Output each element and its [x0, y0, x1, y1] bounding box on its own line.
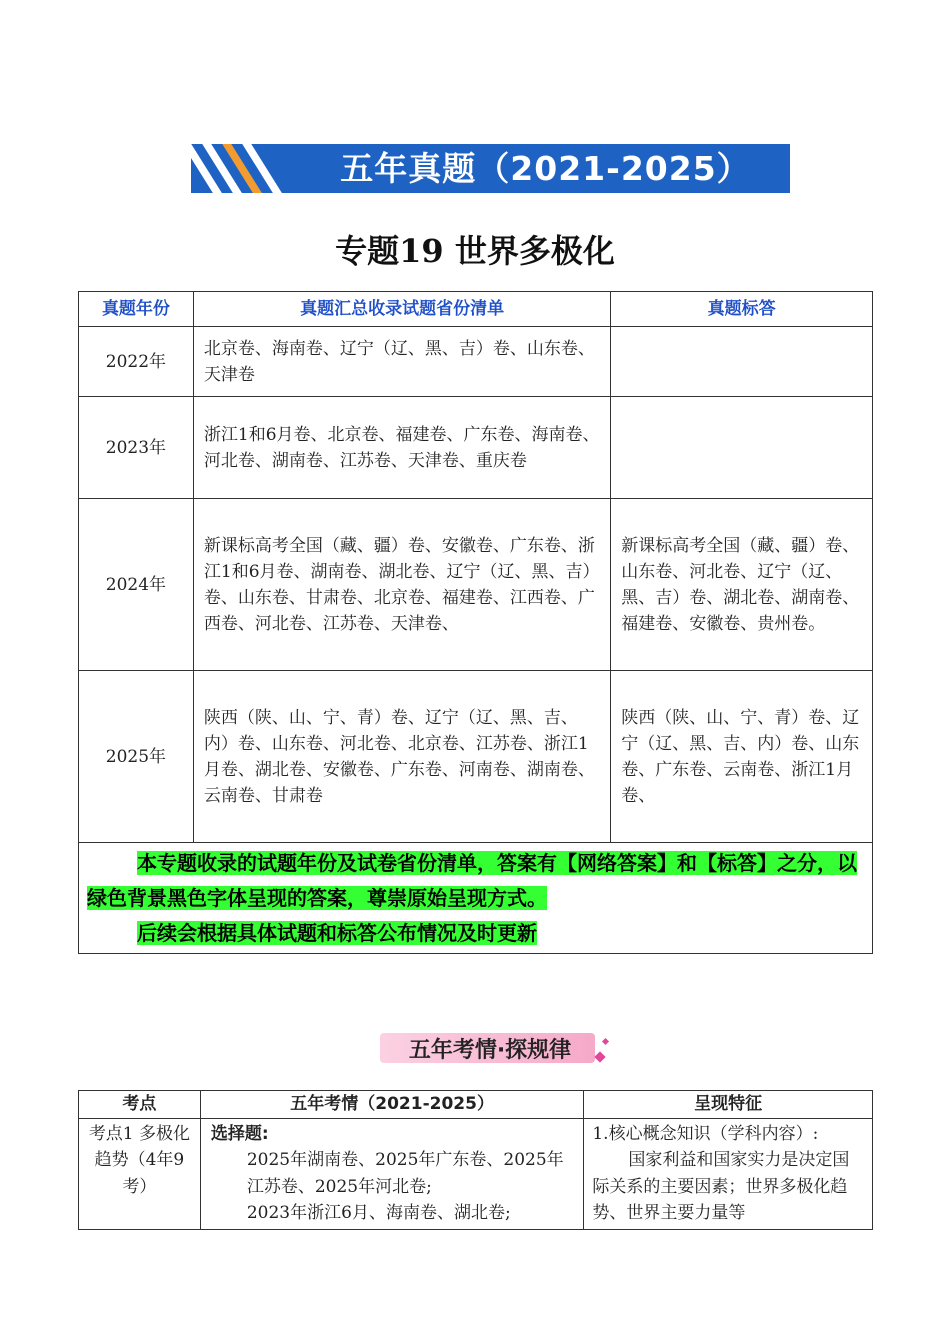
header-list: 真题汇总收录试题省份清单	[193, 292, 610, 327]
situation-line: 2023年浙江6月、海南卷、湖北卷;	[246, 1203, 511, 1223]
header-banner	[191, 144, 790, 193]
row-list: 陕西（陕、山、宁、青）卷、辽宁（辽、黑、吉、内）卷、山东卷、河北卷、北京卷、江苏卷、浙江1月卷、湖北卷、安徽卷、广东卷、河南卷、湖南卷、云南卷、甘肃卷	[193, 671, 610, 843]
header-year: 真题年份	[79, 292, 194, 327]
note-text: 本专题收录的试题年份及试卷省份清单，答案有【网络答案】和【标答】之分，以绿色背景黑色字体呈现的答案，尊崇原始呈现方式。	[87, 851, 857, 910]
header-feature: 呈现特征	[584, 1091, 873, 1119]
table-row	[79, 397, 873, 499]
question-list-table	[78, 291, 873, 954]
banner-title: 五年真题（2021-2025）	[340, 149, 751, 188]
row-year: 2025年	[79, 671, 194, 843]
situation-line: 2025年湖南卷、2025年广东卷、2025年江苏卷、2025年河北卷;	[246, 1150, 564, 1197]
row-list: 浙江1和6月卷、北京卷、福建卷、广东卷、海南卷、河北卷、湖南卷、江苏卷、天津卷、重庆卷	[193, 397, 610, 499]
table-row	[79, 1118, 873, 1229]
header-point: 考点	[79, 1091, 201, 1119]
row-year: 2023年	[79, 397, 194, 499]
feature-body: 国家利益和国家实力是决定国际关系的主要因素；世界多极化趋势、世界主要力量等	[592, 1150, 850, 1223]
table-row	[79, 671, 873, 843]
exam-feature	[584, 1118, 873, 1229]
note-row	[79, 843, 873, 954]
row-answer	[611, 327, 873, 397]
choice-label: 选择题:	[210, 1123, 269, 1144]
feature-title: 1.核心概念知识（学科内容）:	[592, 1123, 819, 1144]
table-row	[79, 499, 873, 671]
row-year: 2024年	[79, 499, 194, 671]
row-answer	[611, 397, 873, 499]
table-header-row	[79, 1091, 873, 1119]
exam-analysis-table	[78, 1090, 873, 1230]
section-header	[370, 1025, 610, 1071]
exam-point: 考点1 多极化趋势（4年9考）	[79, 1118, 201, 1229]
table-header-row	[79, 292, 873, 327]
update-note: 后续会根据具体试题和标答公布情况及时更新	[137, 921, 537, 945]
note-cell	[79, 843, 873, 954]
header-answer: 真题标答	[611, 292, 873, 327]
section-title: 五年考情·探规律	[408, 1038, 572, 1063]
row-year: 2022年	[79, 327, 194, 397]
header-situation: 五年考情（2021-2025）	[200, 1091, 584, 1119]
topic-title: 专题19 世界多极化	[335, 232, 615, 270]
table-row	[79, 327, 873, 397]
exam-situation	[200, 1118, 584, 1229]
row-list: 北京卷、海南卷、辽宁（辽、黑、吉）卷、山东卷、天津卷	[193, 327, 610, 397]
row-list: 新课标高考全国（藏、疆）卷、安徽卷、广东卷、浙江1和6月卷、湖南卷、湖北卷、辽宁（辽、黑、吉）卷、山东卷、甘肃卷、北京卷、福建卷、江西卷、广西卷、河北卷、江苏卷、天津卷、	[193, 499, 610, 671]
row-answer: 陕西（陕、山、宁、青）卷、辽宁（辽、黑、吉、内）卷、山东卷、广东卷、云南卷、浙江1月卷、	[611, 671, 873, 843]
row-answer: 新课标高考全国（藏、疆）卷、山东卷、河北卷、辽宁（辽、黑、吉）卷、湖北卷、湖南卷、福建卷、安徽卷、贵州卷。	[611, 499, 873, 671]
